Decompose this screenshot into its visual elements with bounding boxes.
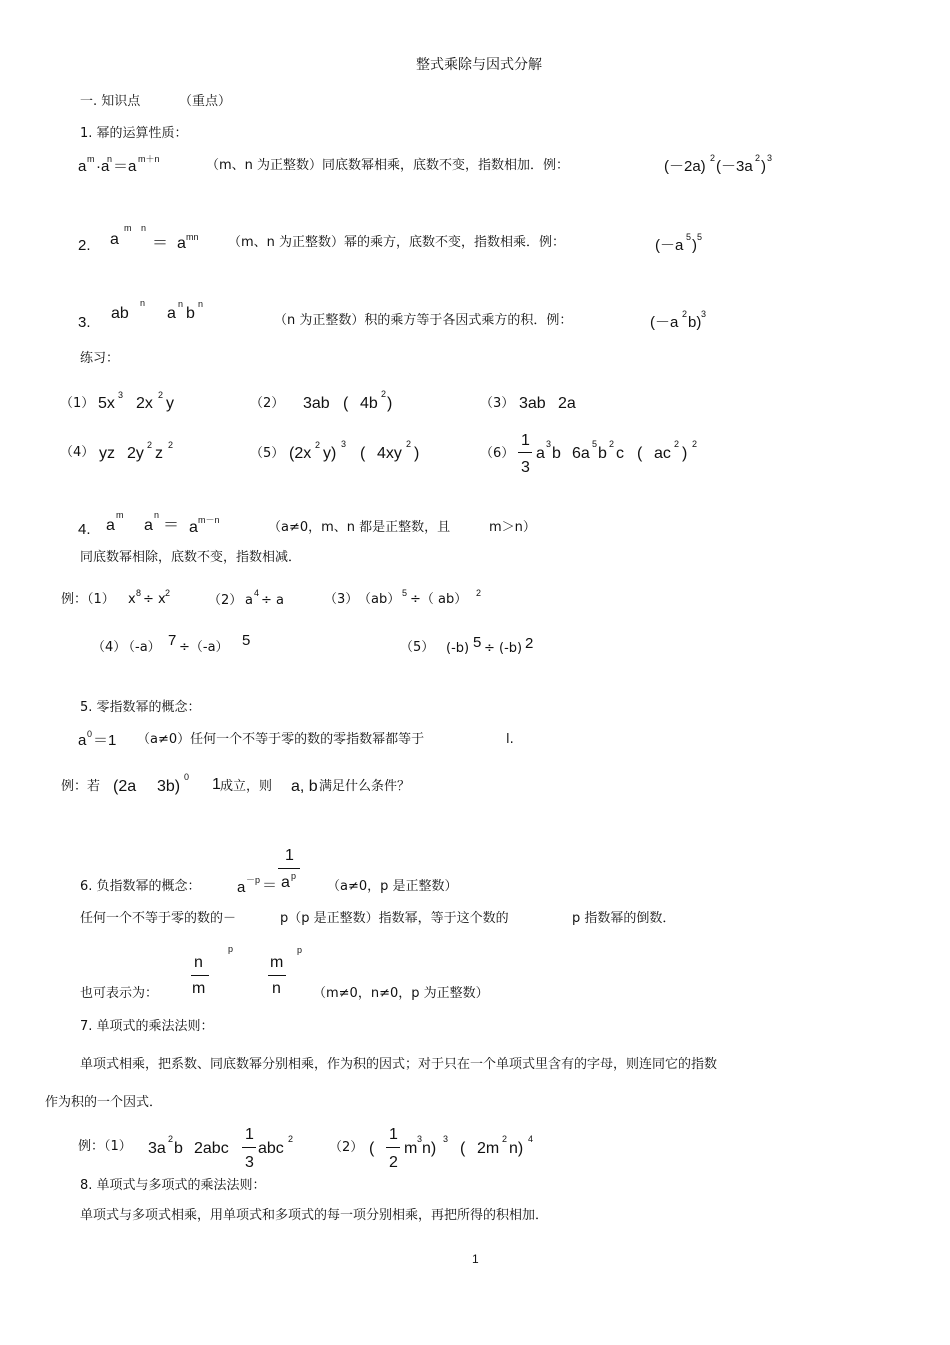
question-text: b bbox=[552, 445, 561, 462]
example-text: ÷（-a） bbox=[179, 640, 229, 655]
formula-sup: －p bbox=[246, 875, 261, 885]
question-text: a bbox=[536, 445, 545, 462]
rule-5-value: l. bbox=[506, 732, 514, 747]
fraction-numerator: 1 bbox=[521, 432, 530, 449]
section-note: （重点） bbox=[179, 94, 232, 109]
fraction-numerator: m bbox=[270, 954, 284, 971]
example-sup: 2 bbox=[755, 153, 761, 163]
fraction-numerator: n bbox=[194, 954, 203, 971]
question-sup: 2 bbox=[692, 439, 698, 449]
example-number: （2） bbox=[329, 1140, 364, 1155]
fraction-denominator: 2 bbox=[389, 1154, 398, 1171]
question-sup: 5 bbox=[592, 439, 598, 449]
question-sup: 2 bbox=[674, 439, 680, 449]
formula-text: ＝ bbox=[152, 235, 169, 252]
fraction-denominator: 3 bbox=[245, 1154, 254, 1171]
example-sup: 2 bbox=[710, 153, 716, 163]
rule-7-description-1: 单项式相乘，把系数、同底数幂分别相乘，作为积的因式；对于只在一个单项式里含有的字母，则连同它的指数 bbox=[80, 1057, 718, 1072]
question-number: （6） bbox=[480, 446, 515, 461]
example-text: （ab） bbox=[358, 592, 401, 607]
rule-5-description: （a≠0）任何一个不等于零的数的零指数幂都等于 bbox=[137, 732, 425, 747]
example-label: 例：（1） bbox=[78, 1139, 132, 1154]
formula-sup: n bbox=[198, 299, 204, 309]
section-heading: 一. 知识点 bbox=[80, 94, 141, 109]
question-number: （3） bbox=[480, 396, 515, 411]
question-text: (2x bbox=[289, 445, 312, 462]
question-sup: 2 bbox=[315, 440, 321, 450]
fraction-numerator: 1 bbox=[285, 847, 294, 864]
example-sup: 5 bbox=[242, 632, 251, 649]
formula-text: a bbox=[144, 517, 153, 534]
question-text: 3ab bbox=[303, 395, 330, 412]
question-text: y bbox=[166, 395, 174, 412]
example-text: ÷ a bbox=[261, 593, 284, 608]
question-text: ) bbox=[682, 445, 688, 462]
formula-text: b bbox=[186, 305, 195, 322]
rule-3-description: （n 为正整数）积的乘方等于各因式乘方的积．例： bbox=[274, 313, 573, 328]
example-sup: 2 bbox=[168, 1134, 174, 1144]
formula-sup: m bbox=[116, 510, 124, 520]
question-sup: 2 bbox=[158, 390, 164, 400]
question-number: （5） bbox=[250, 446, 285, 461]
rule-7-heading: 7. 单项式的乘法法则： bbox=[80, 1019, 214, 1034]
example-sup: 3 bbox=[767, 153, 773, 163]
formula-sup: mn bbox=[186, 232, 199, 242]
fraction-denominator: n bbox=[272, 980, 281, 997]
example-sup: 2 bbox=[525, 635, 534, 652]
formula-text: a bbox=[237, 879, 246, 896]
formula-text: ＝ bbox=[163, 517, 180, 534]
formula-sup: m－n bbox=[198, 515, 220, 525]
rule-1-heading: 1. 幂的运算性质： bbox=[80, 126, 188, 141]
example-sup: 8 bbox=[136, 588, 142, 598]
example-text: ( bbox=[460, 1140, 466, 1157]
example-text: x bbox=[128, 592, 136, 607]
question-text: 6a bbox=[572, 445, 590, 462]
example-text: 成立，则 bbox=[220, 779, 273, 794]
formula-text: a bbox=[106, 517, 115, 534]
example-text: n) bbox=[422, 1140, 437, 1157]
example-sup: 3 bbox=[443, 1134, 449, 1144]
question-text: ( bbox=[637, 445, 643, 462]
example-text: ( bbox=[369, 1140, 375, 1157]
question-text: 5x bbox=[98, 395, 115, 412]
question-sup: 3 bbox=[118, 390, 124, 400]
fraction-bar bbox=[278, 868, 300, 869]
example-text: abc bbox=[258, 1140, 284, 1157]
formula-sup: m＋n bbox=[138, 154, 160, 164]
example-label: 例：（1） bbox=[61, 592, 115, 607]
formula-sup: 0 bbox=[87, 729, 93, 739]
example-text: ÷ x bbox=[143, 592, 166, 607]
question-sup: 3 bbox=[546, 439, 552, 449]
example-sup: 2 bbox=[165, 588, 171, 598]
formula-sup: n bbox=[107, 154, 113, 164]
question-text: z bbox=[155, 445, 163, 462]
example-text: m bbox=[404, 1140, 418, 1157]
question-sup: 2 bbox=[609, 439, 615, 449]
formula-sup: n bbox=[178, 299, 184, 309]
example-number: （4） bbox=[92, 640, 127, 655]
example-text: b bbox=[174, 1140, 183, 1157]
rule-6-fraction-condition: （m≠0，n≠0，p 为正整数） bbox=[313, 986, 489, 1001]
example-sup: 5 bbox=[686, 232, 692, 242]
question-number: （1） bbox=[60, 396, 95, 411]
formula-sup: m bbox=[124, 223, 132, 233]
formula-text: a bbox=[78, 158, 87, 175]
example-text: n) bbox=[509, 1140, 524, 1157]
example-text: 满足什么条件？ bbox=[319, 779, 411, 794]
formula-sup: n bbox=[141, 223, 147, 233]
formula-text: a bbox=[189, 519, 198, 536]
formula-sup: n bbox=[140, 298, 146, 308]
example-text: a, b bbox=[291, 778, 318, 795]
example-sup: 5 bbox=[402, 588, 408, 598]
rule-6-description-3: p 指数幂的倒数． bbox=[572, 911, 676, 926]
example-text: ÷ (-b) bbox=[484, 641, 523, 656]
example-number: （3） bbox=[324, 592, 359, 607]
page-number: 1 bbox=[472, 1252, 479, 1266]
practice-label: 练习： bbox=[80, 351, 120, 366]
example-sup: 4 bbox=[254, 588, 260, 598]
fraction-denominator: 3 bbox=[521, 459, 530, 476]
rule-7-description-2: 作为积的一个因式． bbox=[45, 1095, 163, 1110]
question-sup: 2 bbox=[406, 439, 412, 449]
example-text: 3a bbox=[148, 1140, 166, 1157]
rule-6-also-label: 也可表示为： bbox=[80, 986, 159, 1001]
example-text: ) bbox=[761, 158, 766, 175]
rule-number: 4. bbox=[78, 521, 91, 538]
question-text: ac bbox=[654, 445, 671, 462]
formula-sup: n bbox=[154, 510, 160, 520]
rule-1-description: （m、n 为正整数）同底数幂相乘，底数不变，指数相加．例： bbox=[206, 158, 570, 173]
rule-8-description: 单项式与多项式相乘，用单项式和多项式的每一项分别相乘，再把所得的积相加． bbox=[80, 1208, 549, 1223]
fraction-numerator: 1 bbox=[245, 1126, 254, 1143]
example-text: (－2a) bbox=[664, 158, 706, 175]
rule-number: 2. bbox=[78, 237, 91, 254]
question-text: ( bbox=[360, 445, 366, 462]
fraction-bar bbox=[386, 1147, 400, 1148]
question-number: （2） bbox=[250, 396, 285, 411]
question-text: b bbox=[598, 445, 607, 462]
rule-6-condition: （a≠0，p 是正整数） bbox=[327, 879, 458, 894]
question-text: 2x bbox=[136, 395, 153, 412]
formula-text: ＝1 bbox=[93, 732, 117, 749]
question-text: ) bbox=[414, 445, 420, 462]
example-number: （2） bbox=[208, 593, 243, 608]
rule-number: 3. bbox=[78, 314, 91, 331]
fraction-denominator: m bbox=[192, 980, 206, 997]
formula-text: ·a bbox=[96, 158, 110, 175]
question-text: 4xy bbox=[377, 445, 402, 462]
question-number: （4） bbox=[60, 445, 95, 460]
rule-5-heading: 5. 零指数幂的概念： bbox=[80, 700, 201, 715]
formula-sup: p bbox=[291, 871, 297, 881]
question-sup: 2 bbox=[381, 389, 387, 399]
fraction-bar bbox=[268, 975, 286, 976]
rule-6-description-1: 任何一个不等于零的数的－ bbox=[80, 911, 237, 926]
example-text: 1 bbox=[212, 776, 221, 793]
example-text: (－a bbox=[655, 237, 684, 254]
example-text: ÷（ ab） bbox=[410, 592, 468, 607]
formula-sup: p bbox=[297, 945, 303, 955]
question-text: 4b bbox=[360, 395, 378, 412]
rule-4-description: 同底数幂相除，底数不变，指数相减． bbox=[80, 550, 302, 565]
formula-sup: m bbox=[87, 154, 95, 164]
formula-sup: p bbox=[228, 944, 234, 954]
formula-text: ＝a bbox=[113, 158, 137, 175]
example-text: b) bbox=[688, 314, 702, 331]
question-sup: 2 bbox=[168, 440, 174, 450]
rule-6-heading: 6. 负指数幂的概念： bbox=[80, 879, 201, 894]
rule-6-description-2: p（p 是正整数）指数幂，等于这个数的 bbox=[280, 911, 509, 926]
question-sup: 3 bbox=[341, 439, 347, 449]
example-sup: 2 bbox=[288, 1134, 294, 1144]
rule-4-condition-2: m＞n） bbox=[489, 520, 536, 535]
question-text: c bbox=[616, 445, 624, 462]
fraction-bar bbox=[242, 1147, 256, 1148]
rule-4-condition: （a≠0，m、n 都是正整数，且 bbox=[268, 520, 451, 535]
question-text: 3ab bbox=[519, 395, 546, 412]
question-text: yz bbox=[99, 445, 115, 462]
fraction-numerator: 1 bbox=[389, 1126, 398, 1143]
example-sup: 7 bbox=[168, 632, 177, 649]
example-sup: 3 bbox=[417, 1134, 423, 1144]
example-sup: 2 bbox=[682, 309, 688, 319]
example-text: a bbox=[245, 593, 253, 608]
rule-8-heading: 8. 单项式与多项式的乘法法则： bbox=[80, 1178, 266, 1193]
formula-text: ab bbox=[111, 305, 129, 322]
example-sup: 2 bbox=[502, 1134, 508, 1144]
question-text: ( bbox=[343, 395, 349, 412]
example-text: 2m bbox=[477, 1140, 500, 1157]
example-text: (－a bbox=[650, 314, 679, 331]
example-text: 2abc bbox=[194, 1140, 229, 1157]
question-text: ) bbox=[387, 395, 393, 412]
fraction-denominator: a bbox=[281, 874, 290, 891]
example-sup: 3 bbox=[701, 309, 707, 319]
question-text: y) bbox=[323, 445, 337, 462]
example-sup: 4 bbox=[528, 1134, 534, 1144]
example-text: 3b) bbox=[157, 778, 181, 795]
example-text: (－3a bbox=[716, 158, 753, 175]
example-text: （-a） bbox=[122, 640, 161, 655]
formula-text: a bbox=[177, 235, 186, 252]
question-text: 2y bbox=[127, 445, 144, 462]
formula-text: a bbox=[110, 231, 119, 248]
example-sup: 2 bbox=[476, 588, 482, 598]
example-sup: 5 bbox=[697, 232, 703, 242]
fraction-bar bbox=[191, 975, 209, 976]
example-text: (2a bbox=[113, 778, 137, 795]
question-text: 2a bbox=[558, 395, 576, 412]
example-text: (-b) bbox=[446, 641, 470, 656]
question-sup: 2 bbox=[147, 440, 153, 450]
fraction-bar bbox=[518, 452, 532, 453]
example-sup: 0 bbox=[184, 772, 190, 782]
page-title: 整式乘除与因式分解 bbox=[416, 57, 542, 73]
example-number: （5） bbox=[400, 640, 435, 655]
formula-text: a bbox=[167, 305, 176, 322]
formula-text: ＝ bbox=[262, 877, 278, 894]
rule-2-description: （m、n 为正整数）幂的乘方，底数不变，指数相乘．例： bbox=[228, 235, 566, 250]
formula-text: a bbox=[78, 732, 87, 749]
example-text: ) bbox=[692, 237, 697, 254]
example-sup: 5 bbox=[473, 634, 482, 651]
example-label: 例：若 bbox=[61, 779, 101, 794]
